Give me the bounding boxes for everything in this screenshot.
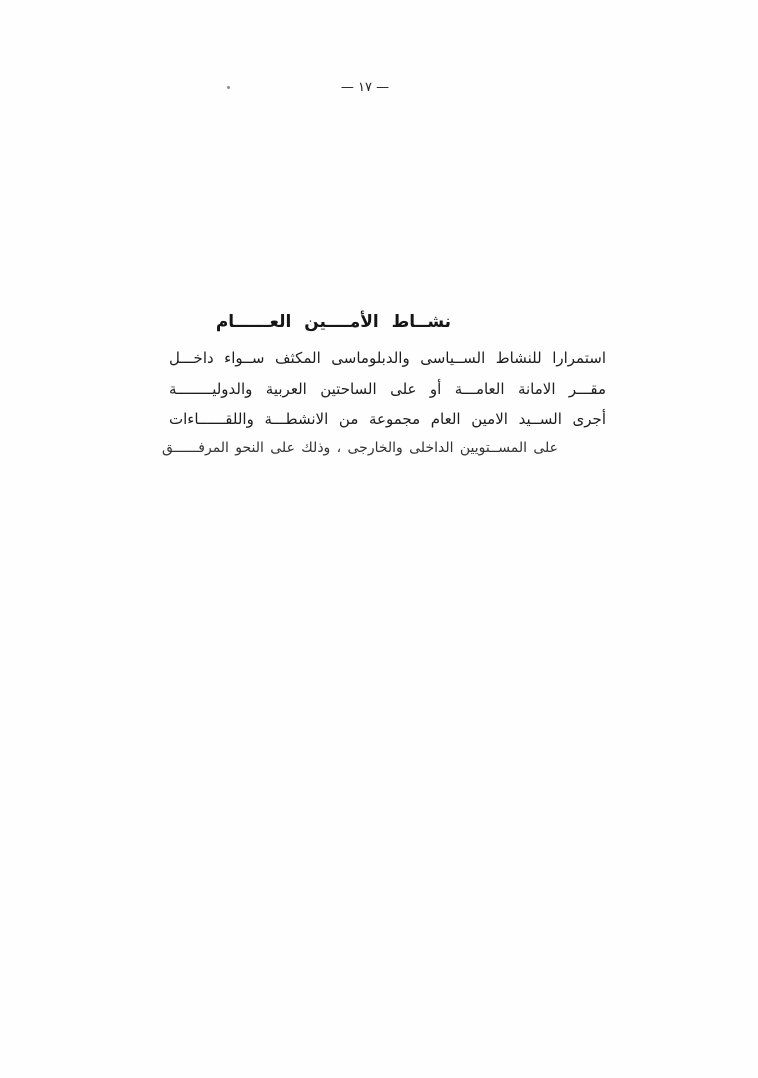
page-number: — ١٧ — — [340, 80, 390, 95]
paragraph-line: استمرارا للنشاط الســياسى والدبلوماسى المكثف ســواء داخـــل — [169, 349, 606, 367]
paragraph-line: أجرى الســيد الامين العام مجموعة من الانشطـــة واللقــــــاءات — [169, 410, 606, 428]
paragraph-line: على المســتويين الداخلى والخارجى ، وذلك على النحو المرفــــــق — [162, 440, 558, 456]
section-heading: نشــاط الأمــــين العــــــام — [215, 312, 451, 332]
scan-speck-artifact — [227, 86, 230, 89]
paragraph-line: مقـــر الامانة العامـــة أو على الساحتين العربية والدوليــــــــة — [169, 380, 606, 398]
